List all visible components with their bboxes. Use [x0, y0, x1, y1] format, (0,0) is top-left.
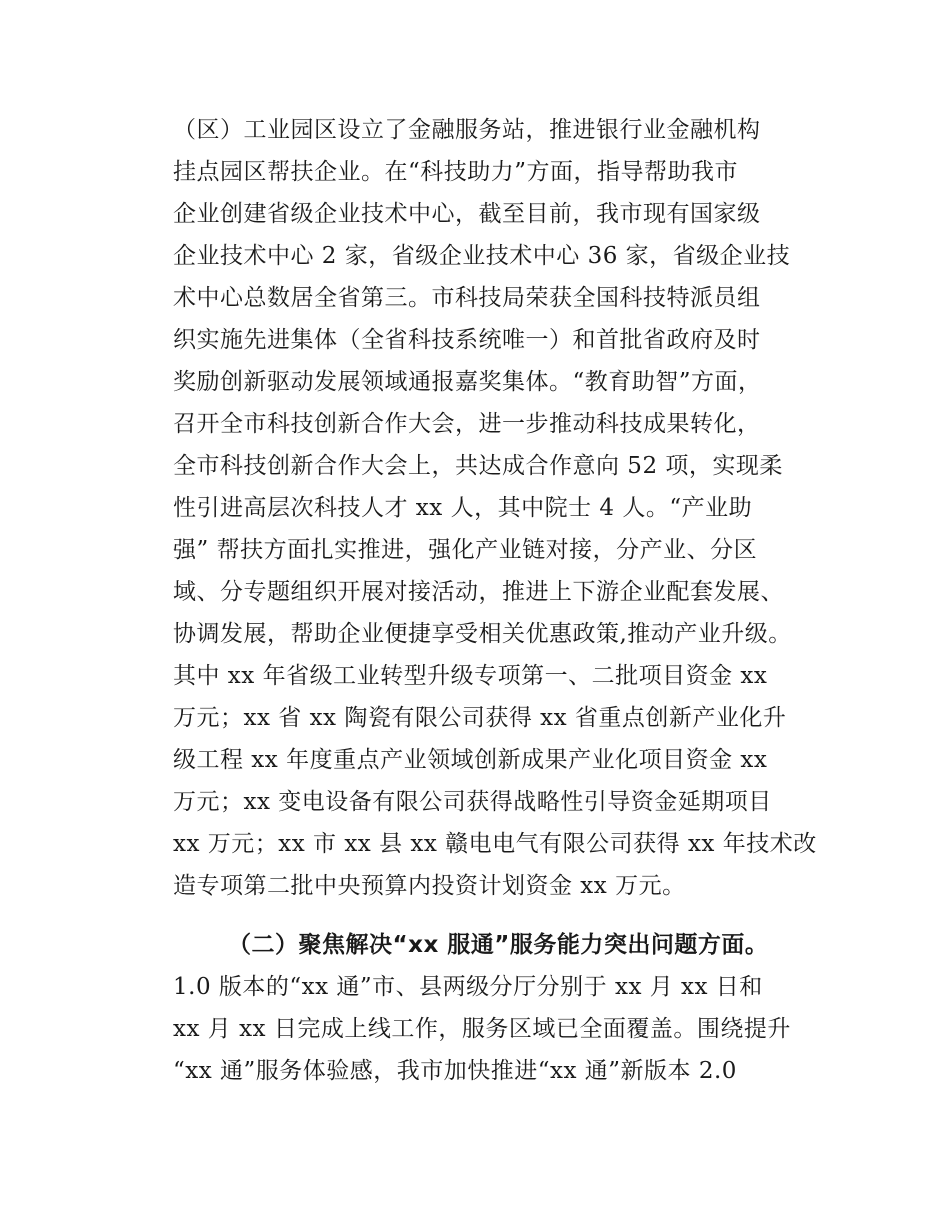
text-line: “xx 通”服务体验感，我市加快推进“xx 通”新版本 2.0 [173, 1058, 737, 1084]
text-line: xx 万元；xx 市 xx 县 xx 赣电电气有限公司获得 xx 年技术改 [173, 831, 817, 857]
text-line: 其中 xx 年省级工业转型升级专项第一、二批项目资金 xx [173, 663, 768, 689]
text-line: 企业技术中心 2 家，省级企业技术中心 36 家，省级企业技 [173, 243, 791, 269]
text-line: 企业创建省级企业技术中心，截至目前，我市现有国家级 [173, 201, 761, 227]
text-line: 织实施先进集体（全省科技系统唯一）和首批省政府及时 [173, 327, 761, 353]
text-line: 强” 帮扶方面扎实推进，强化产业链对接，分产业、分区 [173, 537, 758, 563]
text-line: 级工程 xx 年度重点产业领域创新成果产业化项目资金 xx [173, 747, 768, 773]
text-line: （区）工业园区设立了金融服务站，推进银行业金融机构 [173, 117, 761, 143]
text-line: 全市科技创新合作大会上，共达成合作意向 52 项，实现柔 [173, 453, 783, 479]
text-line: 造专项第二批中央预算内投资计划资金 xx 万元。 [173, 873, 686, 899]
text-line: xx 月 xx 日完成上线工作，服务区域已全面覆盖。围绕提升 [173, 1016, 791, 1042]
text-line: 1.0 版本的“xx 通”市、县两级分厅分别于 xx 月 xx 日和 [173, 974, 763, 1000]
text-line: 万元；xx 省 xx 陶瓷有限公司获得 xx 省重点创新产业化升 [173, 705, 787, 731]
text-line: 域、分专题组织开展对接活动，推进上下游企业配套发展、 [173, 579, 784, 605]
text-line: 协调发展，帮助企业便捷享受相关优惠政策,推动产业升级。 [173, 621, 792, 647]
text-line: 性引进高层次科技人才 xx 人，其中院士 4 人。“产业助 [173, 495, 753, 521]
text-line: 挂点园区帮扶企业。在“科技助力”方面，指导帮助我市 [173, 159, 739, 185]
text-line: 奖励创新驱动发展领域通报嘉奖集体。“教育助智”方面， [173, 369, 762, 395]
section-heading: （二）聚焦解决“xx 服通”服务能力突出问题方面。 [228, 932, 769, 958]
text-line: 万元；xx 变电设备有限公司获得战略性引导资金延期项目 [173, 789, 772, 815]
text-line: 召开全市科技创新合作大会，进一步推动科技成果转化， [173, 411, 761, 437]
text-line: 术中心总数居全省第三。市科技局荣获全国科技特派员组 [173, 285, 761, 311]
